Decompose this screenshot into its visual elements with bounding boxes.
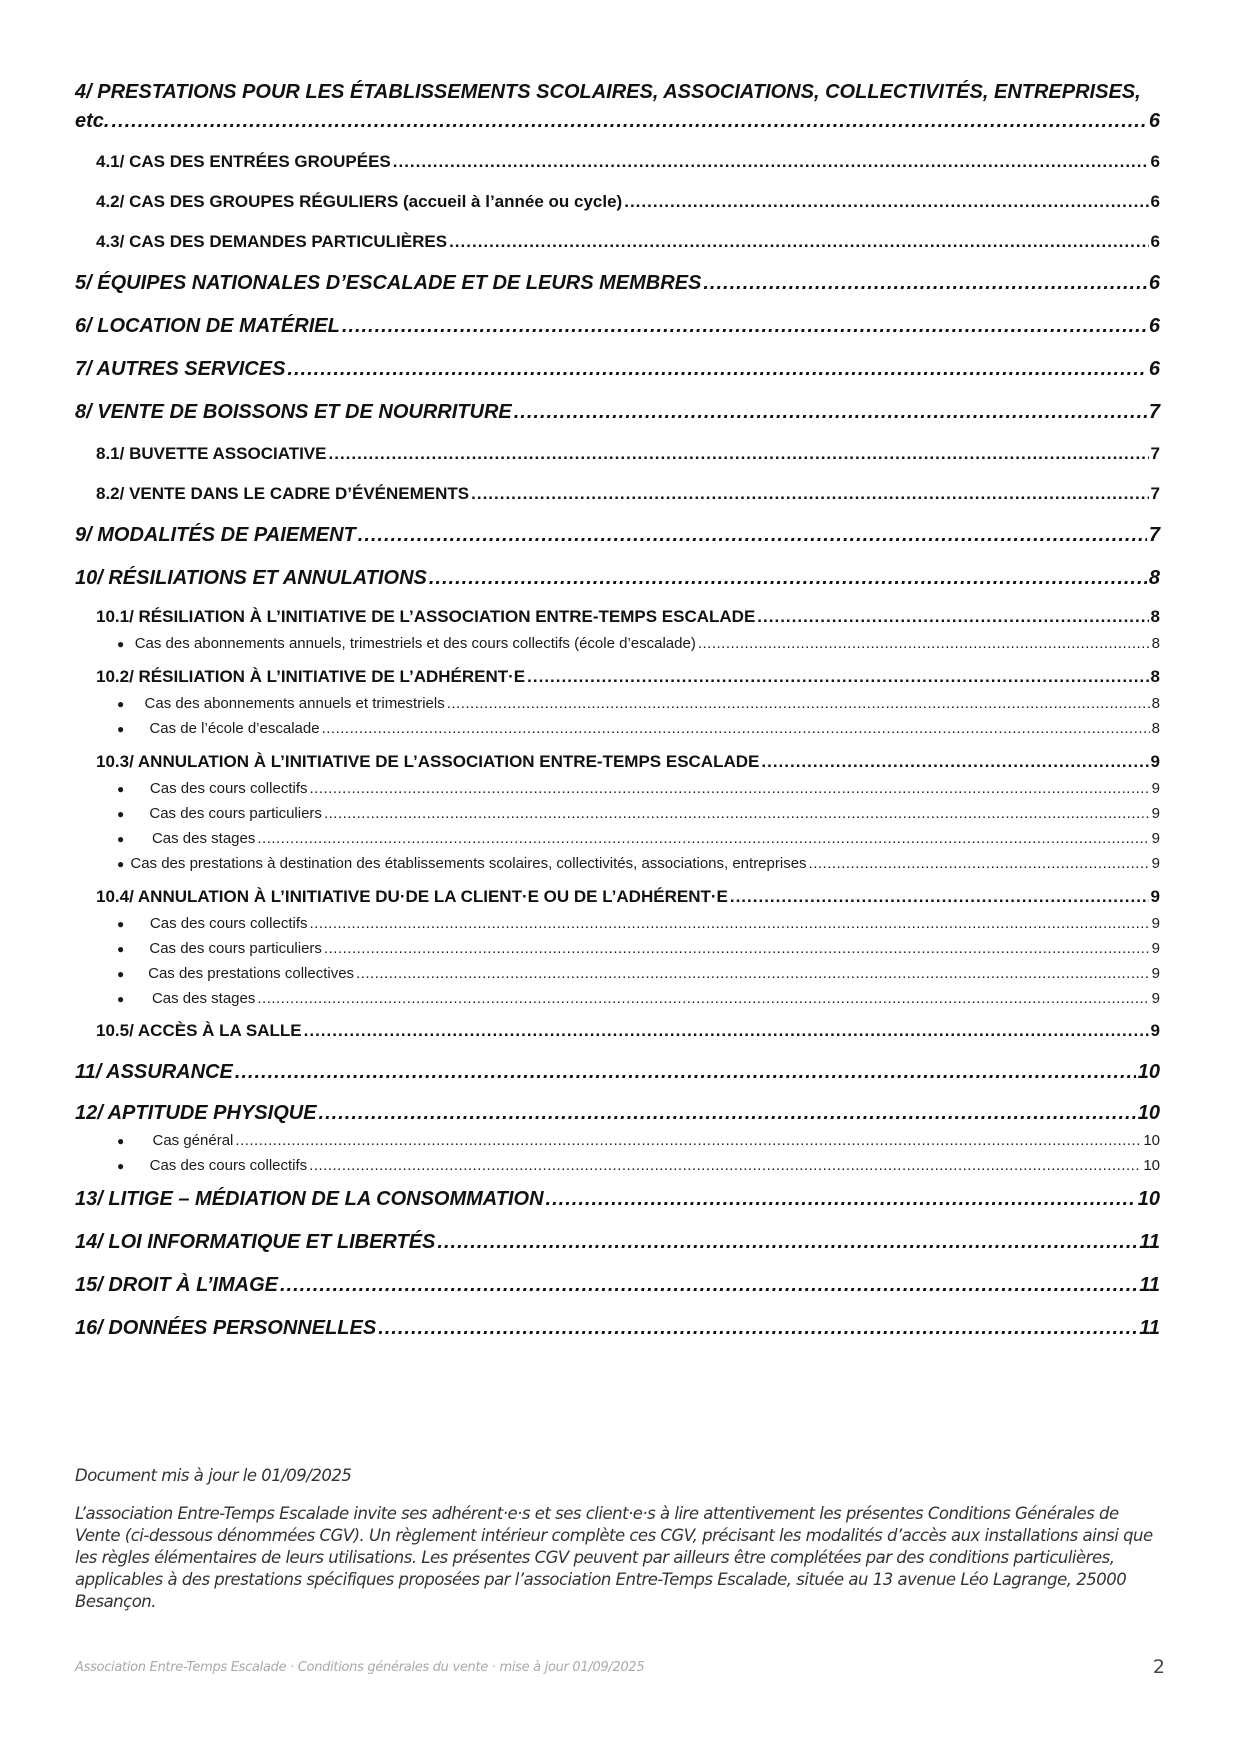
toc-entry-7[interactable] [75,348,1160,391]
toc-page-number: 6 [1150,192,1160,211]
toc-entry-11[interactable] [75,1051,1160,1094]
toc-page-number: 7 [1148,524,1160,546]
toc-page-number: 8 [1148,567,1160,589]
table-of-contents [75,78,1160,1350]
dot-leader [393,142,1149,182]
toc-entry-label: 15/ DROIT À L’IMAGE [75,1274,278,1296]
bullet-icon: ● [117,697,125,711]
toc-page-number: 9 [1151,940,1160,957]
toc-page-number: 8 [1151,720,1160,737]
toc-subitem-label: Cas des abonnements annuels, trimestriels et des cours collectifs (école d’escalade) [134,635,696,652]
toc-entry-14[interactable] [75,1221,1160,1264]
dot-leader [257,986,1149,1011]
toc-entry-label: 10/ RÉSILIATIONS ET ANNULATIONS [75,567,427,589]
toc-subitem-label: Cas des cours collectifs [149,915,308,932]
dot-leader [447,691,1150,716]
toc-entry-6[interactable] [75,305,1160,348]
bullet-icon: ● [117,942,125,956]
toc-subitem-label: Cas des stages [151,830,256,847]
toc-subitem[interactable] [75,631,1160,656]
toc-page-number: 10 [1137,1061,1160,1083]
toc-entry-9[interactable] [75,514,1160,557]
toc-page-number: 11 [1139,1317,1160,1339]
toc-page-number: 9 [1151,965,1160,982]
toc-page-number: 9 [1150,887,1160,906]
toc-page-number: 8 [1150,607,1160,626]
toc-page-number: 9 [1151,830,1160,847]
toc-subitem[interactable] [75,1153,1160,1178]
toc-entry-label: 4.1/ CAS DES ENTRÉES GROUPÉES [96,152,391,171]
toc-entry-10-3[interactable] [75,745,1160,776]
toc-entry-16[interactable] [75,1307,1160,1350]
toc-subitem[interactable] [75,911,1160,936]
toc-page-number: 9 [1151,990,1160,1007]
dot-leader [322,716,1150,741]
toc-page-number: 9 [1151,915,1160,932]
toc-entry-10-5[interactable] [75,1011,1160,1051]
toc-entry-10-4[interactable] [75,880,1160,911]
toc-page-number: 8 [1151,695,1160,712]
toc-entry-label: 4/ PRESTATIONS POUR LES ÉTABLISSEMENTS SCOLAIRES, ASSOCIATIONS, COLLECTIVITÉS, ENTREPRISES, [75,81,1141,103]
intro-paragraph: L’association Entre-Temps Escalade invite ses adhérent·e·s et ses client·e·s à lire attentivement les présentes Conditions Générales de Vente (ci-dessous dénommées CGV). Un règlement intérieur complète ces CGV, précisant les modalités d’accès aux installations ainsi que les règles élémentaires de leurs utilisations. Les présentes CGV peuvent par ailleurs être complétées par des conditions particulières, applicables à des prestations spécifiques proposées par l’association Entre-Temps Escalade, située au 13 avenue Léo Lagrange, 25000 Besançon. [75,1504,1153,1611]
toc-page-number: 10 [1143,1157,1160,1174]
toc-entry-5[interactable] [75,262,1160,305]
toc-entry-4-1[interactable] [75,142,1160,182]
toc-page-number: 9 [1150,1021,1160,1040]
toc-subitem-label: Cas des cours collectifs [149,780,308,797]
toc-entry-label: 5/ ÉQUIPES NATIONALES D’ESCALADE ET DE LEURS MEMBRES [75,272,702,294]
toc-entry-label: 8/ VENTE DE BOISSONS ET DE NOURRITURE [75,401,512,423]
bullet-icon: ● [117,637,125,651]
toc-subitem[interactable] [75,961,1160,986]
page-number: 2 [1152,1656,1165,1678]
bullet-icon: ● [117,832,125,846]
update-date: Document mis à jour le 01/09/2025 [75,1466,352,1485]
toc-page-number: 11 [1139,1231,1160,1253]
toc-entry-10-1[interactable] [75,600,1160,631]
toc-entry-label: 10.4/ ANNULATION À L’INITIATIVE DU·DE LA CLIENT·E OU DE L’ADHÉRENT·E [96,887,728,906]
toc-entry-label: 11/ ASSURANCE [75,1061,233,1083]
toc-entry-4-3[interactable] [75,222,1160,262]
toc-page-number: 9 [1151,780,1160,797]
toc-subitem[interactable] [75,936,1160,961]
bullet-icon: ● [117,722,125,736]
toc-entry-label: 4.3/ CAS DES DEMANDES PARTICULIÈRES [96,232,448,251]
toc-entry-label: 6/ LOCATION DE MATÉRIEL [75,315,340,337]
bullet-icon: ● [117,1159,125,1173]
dot-leader [698,631,1150,656]
toc-page-number: 9 [1151,855,1160,872]
bullet-icon: ● [117,782,125,796]
toc-subitem-label: Cas des cours particuliers [149,805,322,822]
toc-page-number: 7 [1148,401,1160,423]
dot-leader [437,1221,1137,1264]
toc-entry-label: 14/ LOI INFORMATIQUE ET LIBERTÉS [75,1231,436,1253]
dot-leader [429,557,1147,600]
dot-leader [358,514,1147,557]
toc-entry-12[interactable] [75,1094,1160,1128]
toc-entry-label: 9/ MODALITÉS DE PAIEMENT [75,524,356,546]
toc-subitem-label: Cas de l’école d’escalade [149,720,320,737]
toc-subitem[interactable] [75,826,1160,851]
dot-leader [257,826,1149,851]
toc-entry-8[interactable] [75,391,1160,434]
dot-leader [809,851,1150,876]
dot-leader [287,348,1146,391]
page-footer [75,1656,1165,1678]
dot-leader [757,600,1148,634]
toc-page-number: 7 [1150,444,1160,463]
footer-text: Association Entre-Temps Escalade · Conditions générales du vente · mise à jour 01/09/2025 [75,1660,645,1675]
toc-page-number: 11 [1139,1274,1160,1296]
toc-subitem[interactable] [75,986,1160,1011]
toc-subitem-label: Cas général [152,1132,234,1149]
toc-entry-label: 12/ APTITUDE PHYSIQUE [75,1102,317,1124]
toc-page-number: 10 [1137,1102,1160,1124]
dot-leader [342,305,1147,348]
dot-leader [546,1178,1136,1221]
bullet-icon: ● [117,807,125,821]
dot-leader [761,745,1148,779]
toc-entry-label: 10.1/ RÉSILIATION À L’INITIATIVE DE L’ASSOCIATION ENTRE-TEMPS ESCALADE [96,607,756,626]
dot-leader [319,1094,1136,1132]
toc-entry-4-2[interactable] [75,182,1160,222]
toc-entry-4[interactable] [75,78,1160,142]
toc-page-number: 7 [1150,484,1160,503]
dot-leader [703,262,1147,305]
dot-leader [309,776,1149,801]
dot-leader [324,936,1150,961]
toc-subitem[interactable] [75,776,1160,801]
bullet-icon: ● [117,917,125,931]
toc-subitem[interactable] [75,716,1160,741]
toc-subitem[interactable] [75,691,1160,716]
toc-entry-10[interactable] [75,557,1160,600]
dot-leader [449,222,1148,262]
toc-entry-label: 8.1/ BUVETTE ASSOCIATIVE [96,444,327,463]
toc-entry-15[interactable] [75,1264,1160,1307]
toc-entry-label: 10.2/ RÉSILIATION À L’INITIATIVE DE L’ADHÉRENT·E [96,667,526,686]
toc-subitem[interactable] [75,851,1160,876]
dot-leader [111,106,1146,136]
toc-entry-label: etc. [75,110,110,132]
toc-subitem-label: Cas des prestations à destination des établissements scolaires, collectivités, associations, entreprises [130,855,807,872]
toc-page-number: 10 [1137,1188,1160,1210]
toc-page-number: 8 [1151,635,1160,652]
toc-page-number: 6 [1148,110,1160,132]
toc-entry-label: 13/ LITIGE – MÉDIATION DE LA CONSOMMATION [75,1188,544,1210]
toc-entry-label: 16/ DONNÉES PERSONNELLES [75,1317,377,1339]
toc-subitem[interactable] [75,1128,1160,1153]
dot-leader [527,660,1148,694]
toc-entry-label: 4.2/ CAS DES GROUPES RÉGULIERS (accueil à l’année ou cycle) [96,192,623,211]
toc-subitem-label: Cas des cours collectifs [149,1157,308,1174]
toc-page-number: 8 [1150,667,1160,686]
dot-leader [514,391,1147,434]
toc-entry-label: 8.2/ VENTE DANS LE CADRE D’ÉVÉNEMENTS [96,484,470,503]
toc-entry-13[interactable] [75,1178,1160,1221]
dot-leader [471,474,1148,514]
toc-page-number: 6 [1148,272,1160,294]
dot-leader [324,801,1150,826]
dot-leader [356,961,1150,986]
toc-page-number: 10 [1143,1132,1160,1149]
toc-entry-label: 10.3/ ANNULATION À L’INITIATIVE DE L’ASSOCIATION ENTRE-TEMPS ESCALADE [96,752,760,771]
intro-section [75,1466,1165,1613]
toc-page-number: 6 [1148,358,1160,380]
dot-leader [304,1011,1149,1051]
toc-page-number: 9 [1150,752,1160,771]
bullet-icon: ● [117,857,125,871]
dot-leader [624,182,1148,222]
toc-subitem-label: Cas des prestations collectives [148,965,355,982]
toc-page-number: 9 [1151,805,1160,822]
toc-subitem-label: Cas des cours particuliers [149,940,322,957]
dot-leader [329,434,1149,474]
dot-leader [235,1051,1136,1094]
bullet-icon: ● [117,1134,125,1148]
toc-entry-label: 10.5/ ACCÈS À LA SALLE [96,1021,302,1040]
toc-page-number: 6 [1148,315,1160,337]
dot-leader [235,1128,1141,1153]
toc-entry-label: 7/ AUTRES SERVICES [75,358,286,380]
dot-leader [280,1264,1137,1307]
dot-leader [378,1307,1137,1350]
toc-subitem-label: Cas des abonnements annuels et trimestriels [144,695,445,712]
toc-subitem-label: Cas des stages [151,990,256,1007]
toc-subitem[interactable] [75,801,1160,826]
toc-page-number: 6 [1150,232,1160,251]
toc-entry-8-2[interactable] [75,474,1160,514]
bullet-icon: ● [117,992,125,1006]
toc-page-number: 6 [1150,152,1160,171]
dot-leader [730,880,1149,914]
toc-entry-8-1[interactable] [75,434,1160,474]
toc-entry-10-2[interactable] [75,660,1160,691]
dot-leader [309,1153,1141,1178]
bullet-icon: ● [117,967,125,981]
dot-leader [309,911,1149,936]
